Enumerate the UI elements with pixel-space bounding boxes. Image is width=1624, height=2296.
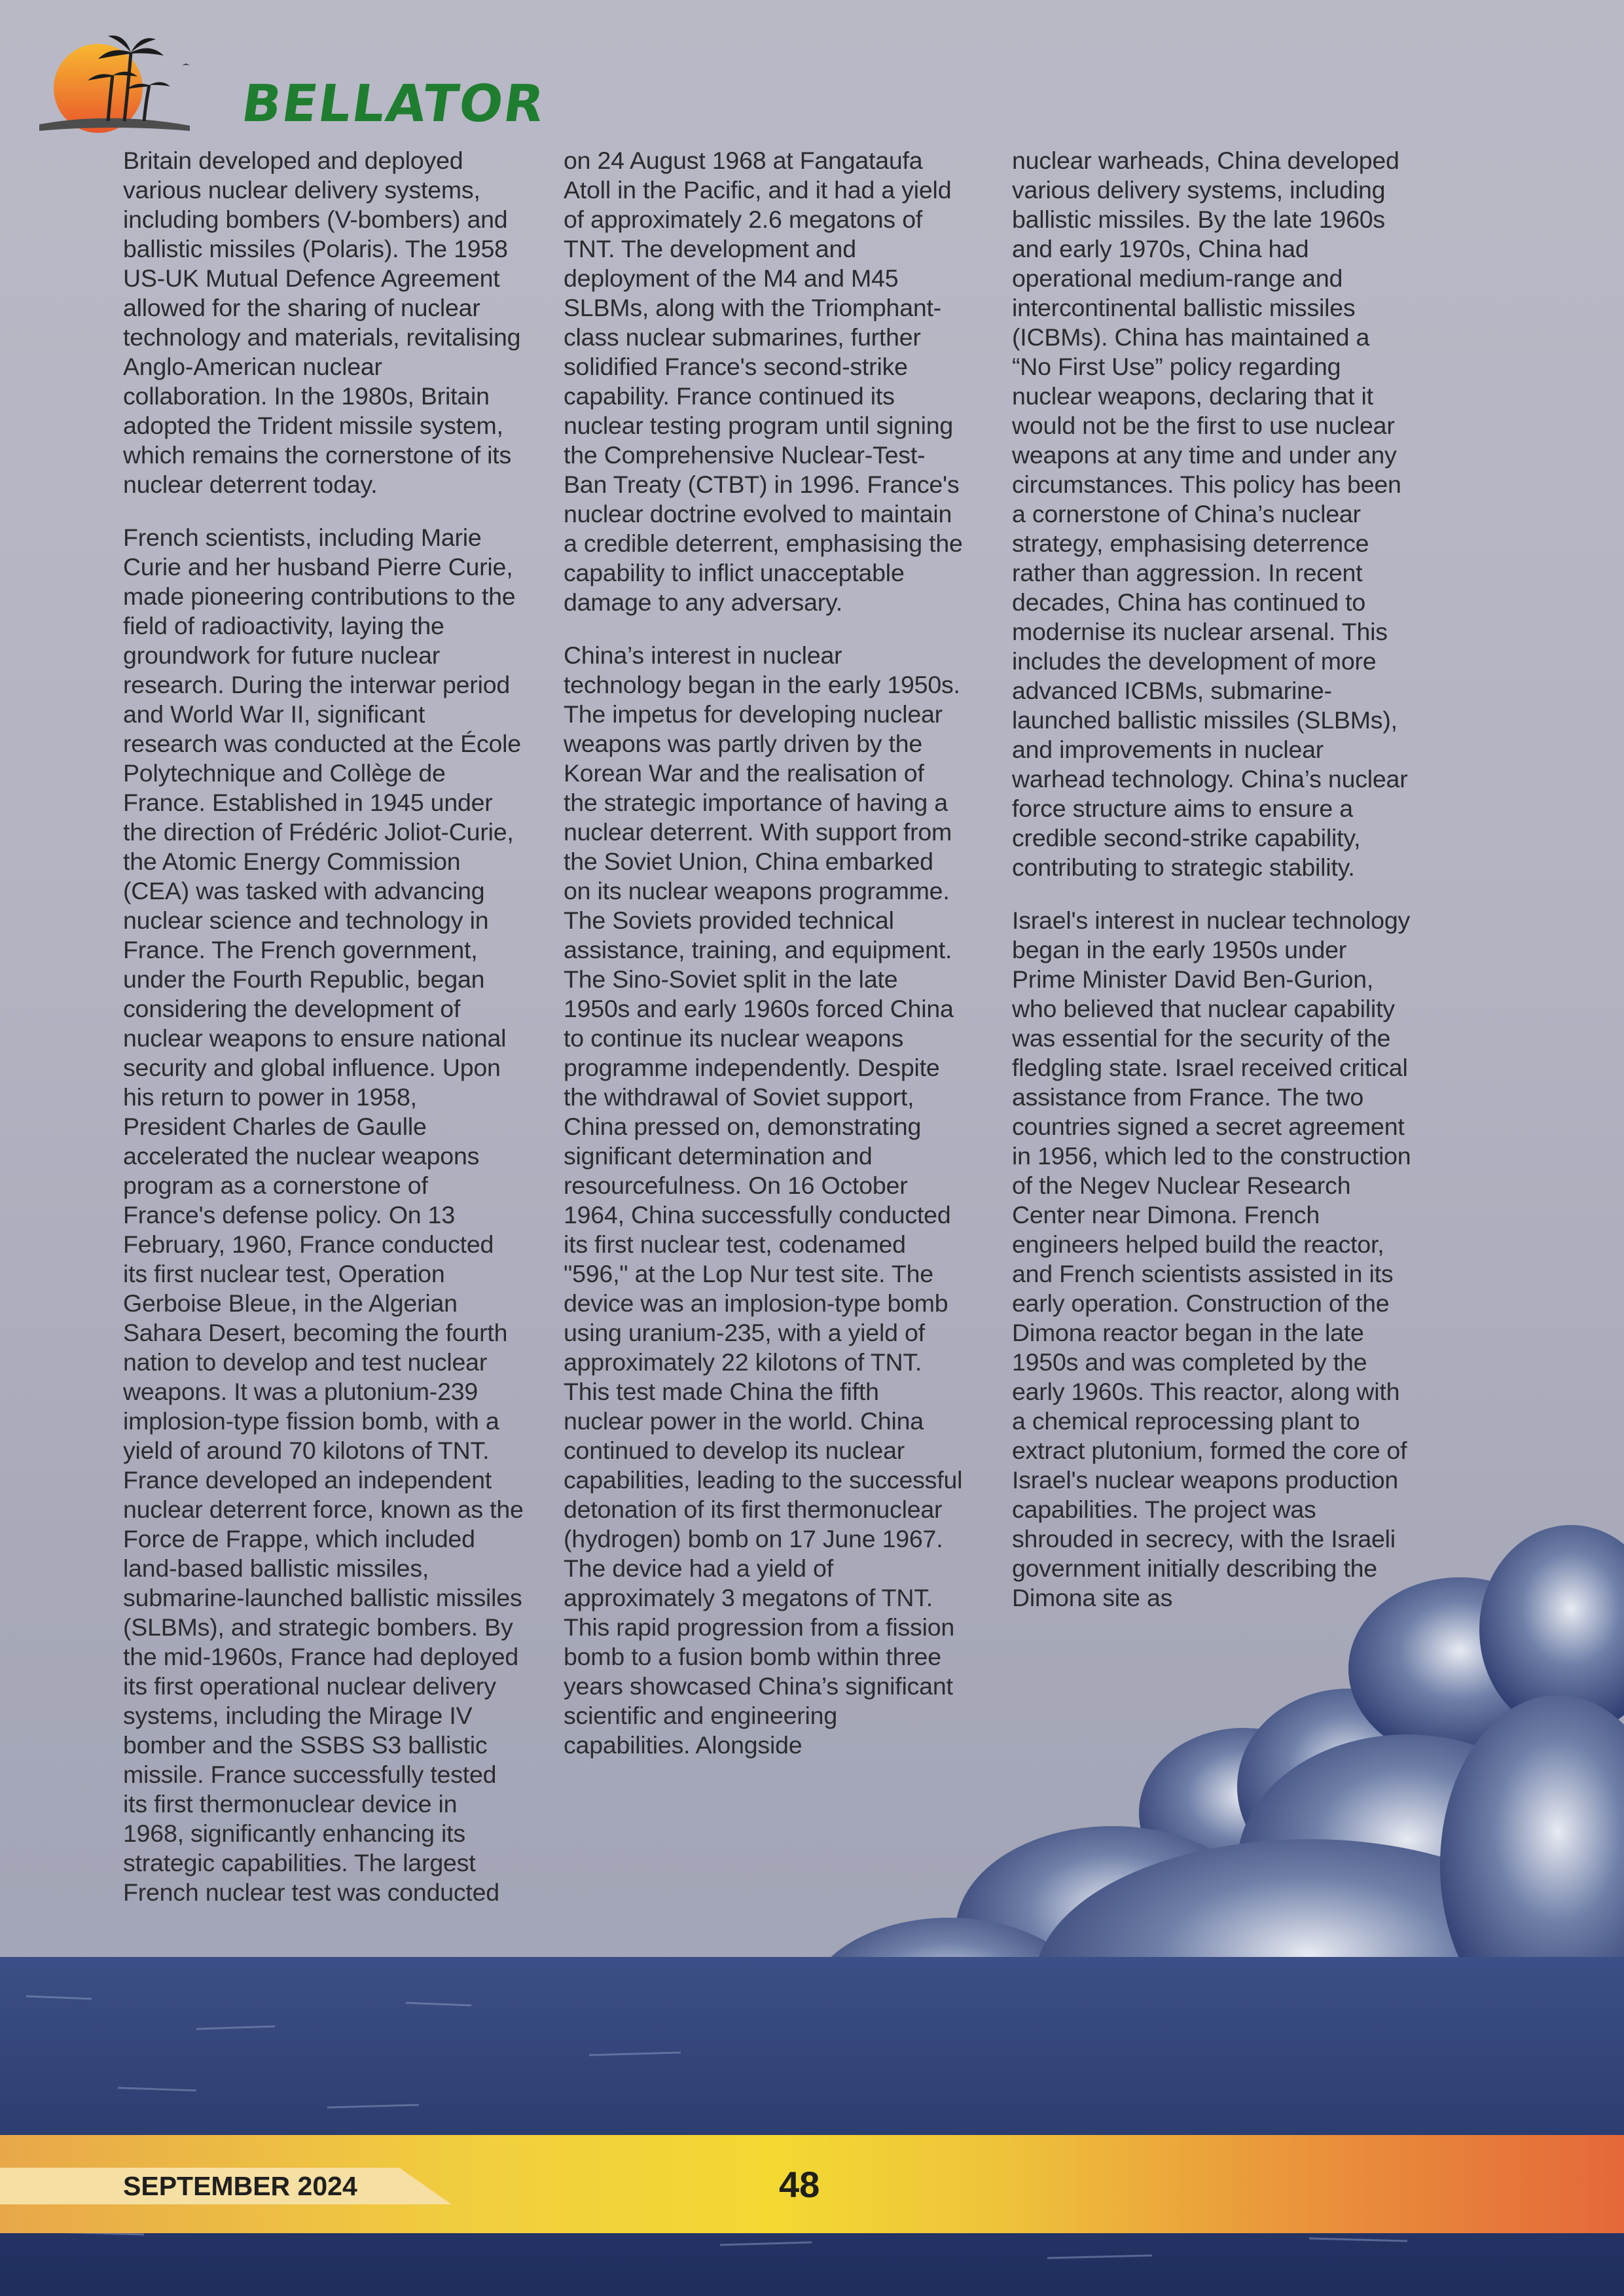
paragraph: Britain developed and deployed various nuclear delivery systems, including bombers (V-bombers) and ballistic missiles (Polaris). The 1958 US-UK Mutual Defence Agreement allowed for the sharing of nuclear technology and materials, revitalising Anglo-American nuclear collaboration. In the 1980s, Britain adopted the Trident missile system, which remains the cornerstone of its nuclear deterrent today. [123, 147, 521, 498]
issue-date: SEPTEMBER 2024 [123, 2171, 357, 2201]
brand-name: BELLATOR [238, 75, 549, 134]
masthead-logo [39, 26, 549, 144]
paragraph: on 24 August 1968 at Fangataufa Atoll in the Pacific, and it had a yield of approximately 2.6 megatons of TNT. The development and deployment of the M4 and M45 SLBMs, along with the Triomphant-class nuclear submarines, further solidified France's second-strike capability. France continued its nuclear testing program until signing the Comprehensive Nuclear-Test-Ban Treaty (CTBT) in 1996. France's nuclear doctrine evolved to maintain a credible deterrent, emphasising the capability to inflict unacceptable damage to any adversary. [564, 147, 963, 616]
article-column-3 [1012, 146, 1413, 1636]
paragraph: nuclear warheads, China developed various delivery systems, including ballistic missiles. By the late 1960s and early 1970s, China had operational medium-range and intercontinental ballistic missiles (ICBMs). China has maintained a “No First Use” policy regarding nuclear weapons, declaring that it would not be the first to use nuclear weapons at any time and under any circumstances. This policy has been a cornerstone of China’s nuclear strategy, emphasising deterrence rather than aggression. In recent decades, China has continued to modernise its nuclear arsenal. This includes the development of more advanced ICBMs, submarine-launched ballistic missiles (SLBMs), and improvements in nuclear warhead technology. China’s nuclear force structure aims to ensure a credible second-strike capability, contributing to strategic stability. [1012, 147, 1408, 881]
article-column-2 [564, 146, 964, 1784]
paragraph: China’s interest in nuclear technology began in the early 1950s. The impetus for developing nuclear weapons was partly driven by the Korean War and the realisation of the strategic importance of having a nuclear deterrent. With support from the Soviet Union, China embarked on its nuclear weapons programme. The Soviets provided technical assistance, training, and equipment. The Sino-Soviet split in the late 1950s and early 1960s forced China to continue its nuclear weapons programme independently. Despite the withdrawal of Soviet support, China pressed on, demonstrating significant determination and resourcefulness. On 16 October 1964, China successfully conducted its first nuclear test, codenamed "596," at the Lop Nur test site. The device was an implosion-type bomb using uranium-235, with a yield of approximately 22 kilotons of TNT. This test made China the fifth nuclear power in the world. China continued to develop its nuclear capabilities, leading to the successful detonation of its first thermonuclear (hydrogen) bomb on 17 June 1967. The device had a yield of approximately 3 megatons of TNT. This rapid progression from a fission bomb to a fusion bomb within three years showcased China’s significant scientific and engineering capabilities. Alongside [564, 641, 963, 1759]
article-column-1 [123, 146, 524, 1931]
page-number: 48 [779, 2164, 820, 2205]
ocean-image [0, 1957, 1624, 2296]
palm-island-sunset-logo-icon [39, 26, 196, 144]
paragraph: Israel's interest in nuclear technology began in the early 1950s under Prime Minister David Ben-Gurion, who believed that nuclear capability was essential for the security of the fledgling state. Israel received critical assistance from France. The two countries signed a secret agreement in 1956, which led to the construction of the Negev Nuclear Research Center near Dimona. French engineers helped build the reactor, and French scientists assisted in its early operation. Construction of the Dimona reactor began in the late 1950s and was completed by the early 1960s. This reactor, along with a chemical reprocessing plant to extract plutonium, formed the core of Israel's nuclear weapons production capabilities. The project was shrouded in secrecy, with the Israeli government initially describing the Dimona site as [1012, 906, 1411, 1611]
paragraph: French scientists, including Marie Curie and her husband Pierre Curie, made pioneering contributions to the field of radioactivity, laying the groundwork for future nuclear research. During the interwar period and World War II, significant research was conducted at the École Polytechnique and Collège de France. Established in 1945 under the direction of Frédéric Joliot-Curie, the Atomic Energy Commission (CEA) was tasked with advancing nuclear science and technology in France. The French government, under the Fourth Republic, began considering the development of nuclear weapons to ensure national security and global influence. Upon his return to power in 1958, President Charles de Gaulle accelerated the nuclear weapons program as a cornerstone of France's defense policy. On 13 February, 1960, France conducted its first nuclear test, Operation Gerboise Bleue, in the Algerian Sahara Desert, becoming the fourth nation to develop and test nuclear weapons. It was a plutonium-239 implosion-type fission bomb, with a yield of around 70 kilotons of TNT. France developed an independent nuclear deterrent force, known as the Force de Frappe, which included land-based ballistic missiles, submarine-launched ballistic missiles (SLBMs), and strategic bombers. By the mid-1960s, France had deployed its first operational nuclear delivery systems, including the Mirage IV bomber and the SSBS S3 ballistic missile. France successfully tested its first thermonuclear device in 1968, significantly enhancing its strategic capabilities. The largest French nuclear test was conducted [123, 524, 524, 1906]
